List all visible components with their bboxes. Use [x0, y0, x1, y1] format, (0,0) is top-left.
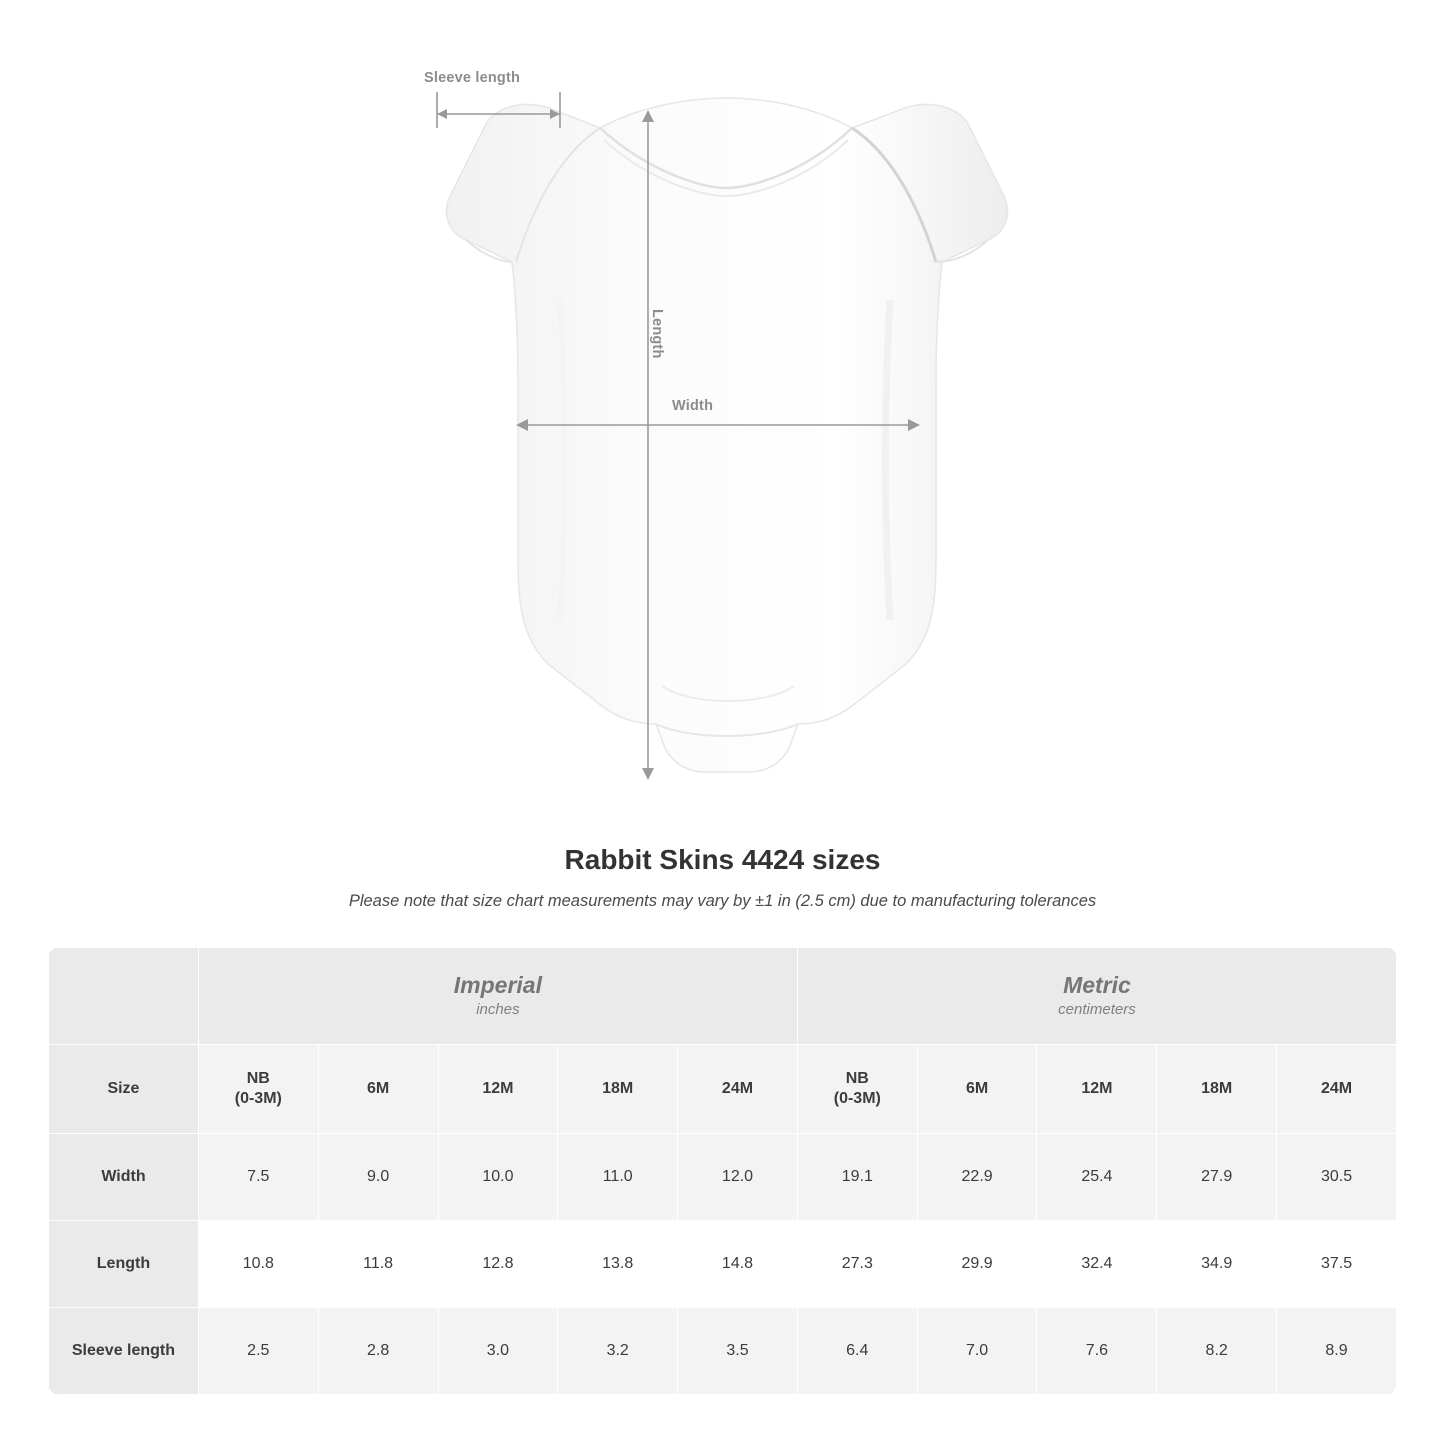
column-label: NB: [845, 1070, 869, 1087]
column-header-cell: 18M: [1157, 1045, 1277, 1134]
table-cell: 7.5: [198, 1134, 318, 1221]
page-title: Rabbit Skins 4424 sizes: [564, 844, 881, 875]
metric-group-header: [797, 948, 1396, 1045]
table-cell: 32.4: [1037, 1221, 1157, 1308]
column-label: NB: [246, 1070, 270, 1087]
column-header-cell: 24M: [678, 1045, 798, 1134]
unit-row-corner: [49, 948, 199, 1045]
table-cell: 19.1: [797, 1134, 917, 1221]
column-header-cell: 6M: [917, 1045, 1037, 1134]
table-cell: 8.9: [1277, 1308, 1397, 1395]
size-table-container: [48, 947, 1397, 1395]
size-table: [48, 947, 1397, 1395]
tolerance-note: Please note that size chart measurements may vary by ±1 in (2.5 cm) due to manufacturing tolerances: [348, 892, 1097, 910]
table-cell: 34.9: [1157, 1221, 1277, 1308]
imperial-group-header: [198, 948, 797, 1045]
row-header: Sleeve length: [49, 1308, 199, 1395]
table-cell: 12.0: [678, 1134, 798, 1221]
length-arrow-bottom: [642, 768, 654, 780]
column-header-cell: 12M: [438, 1045, 558, 1134]
table-cell: 2.5: [198, 1308, 318, 1395]
table-row: [49, 1308, 1397, 1395]
table-cell: 37.5: [1277, 1221, 1397, 1308]
title-block: [0, 844, 1445, 911]
sleeve-arrow-left: [437, 109, 447, 119]
column-header-cell: 18M: [558, 1045, 678, 1134]
row-header: Width: [49, 1134, 199, 1221]
table-cell: 7.6: [1037, 1308, 1157, 1395]
table-cell: 27.3: [797, 1221, 917, 1308]
table-cell: 11.0: [558, 1134, 678, 1221]
table-cell: 14.8: [678, 1221, 798, 1308]
table-cell: 12.8: [438, 1221, 558, 1308]
table-cell: 29.9: [917, 1221, 1037, 1308]
table-cell: 3.0: [438, 1308, 558, 1395]
width-label: Width: [672, 398, 714, 414]
table-row: [49, 1134, 1397, 1221]
column-header-cell: 12M: [1037, 1045, 1157, 1134]
table-cell: 10.0: [438, 1134, 558, 1221]
table-cell: 25.4: [1037, 1134, 1157, 1221]
imperial-unit: inches: [476, 1000, 520, 1018]
table-cell: 7.0: [917, 1308, 1037, 1395]
table-cell: 9.0: [318, 1134, 438, 1221]
table-cell: 2.8: [318, 1308, 438, 1395]
table-cell: 27.9: [1157, 1134, 1277, 1221]
row-header: Length: [49, 1221, 199, 1308]
table-cell: 3.2: [558, 1308, 678, 1395]
table-row: [49, 1221, 1397, 1308]
table-cell: 10.8: [198, 1221, 318, 1308]
metric-label: Metric: [1063, 972, 1131, 999]
table-cell: 30.5: [1277, 1134, 1397, 1221]
column-header-cell: [797, 1045, 917, 1134]
column-sublabel: (0-3M): [234, 1090, 282, 1107]
column-header-row: [49, 1045, 1397, 1134]
unit-group-row: [49, 948, 1397, 1045]
sleeve-length-label: Sleeve length: [424, 70, 521, 86]
table-cell: 11.8: [318, 1221, 438, 1308]
table-cell: 22.9: [917, 1134, 1037, 1221]
column-header-cell: 6M: [318, 1045, 438, 1134]
imperial-label: Imperial: [453, 972, 542, 999]
bodysuit-body: [447, 98, 1008, 772]
table-cell: 8.2: [1157, 1308, 1277, 1395]
size-column-header: Size: [49, 1045, 199, 1134]
column-header-cell: [198, 1045, 318, 1134]
length-label: Length: [649, 309, 665, 359]
column-header-cell: 24M: [1277, 1045, 1397, 1134]
table-cell: 6.4: [797, 1308, 917, 1395]
column-sublabel: (0-3M): [833, 1090, 881, 1107]
table-cell: 13.8: [558, 1221, 678, 1308]
metric-unit: centimeters: [1058, 1000, 1136, 1018]
table-cell: 3.5: [678, 1308, 798, 1395]
